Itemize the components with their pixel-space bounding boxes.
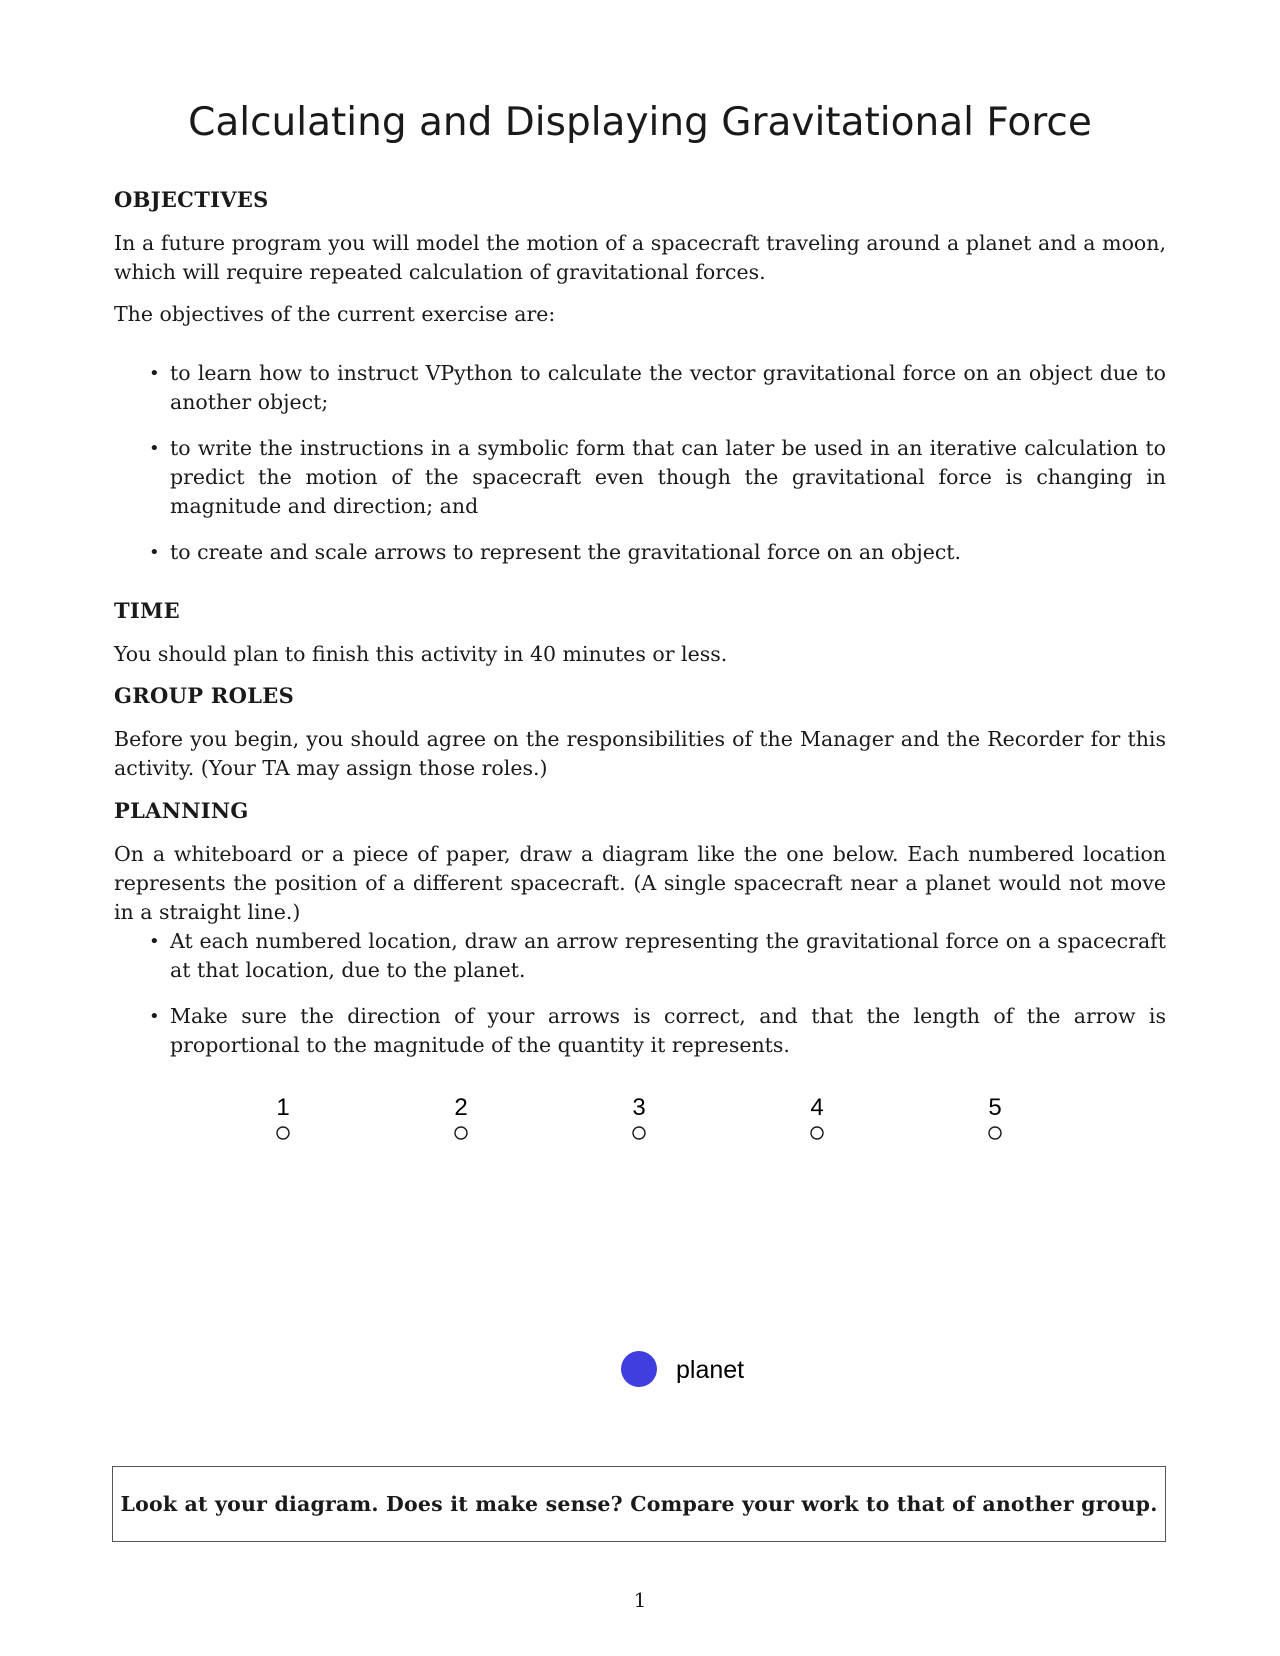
- bullet-icon: •: [149, 542, 160, 563]
- location-label-4: 4: [810, 1094, 824, 1121]
- list-item: • to write the instructions in a symbolic form that can later be used in an iterative calculation to predict the motion of the spacecraft even though the gravitational force is changing in magnitude and direction; and: [149, 436, 1166, 518]
- planet-label: planet: [676, 1356, 745, 1384]
- group-roles-heading: GROUP ROLES: [114, 683, 295, 708]
- planning-heading: PLANNING: [114, 798, 249, 823]
- location-label-5: 5: [988, 1094, 1002, 1121]
- objectives-paragraph-2: The objectives of the current exercise are:: [114, 302, 556, 326]
- location-label-2: 2: [454, 1094, 468, 1121]
- page-title: Calculating and Displaying Gravitational Force: [188, 100, 1092, 145]
- location-marker-4: [811, 1127, 823, 1139]
- bullet-icon: •: [149, 363, 160, 384]
- location-label-1: 1: [276, 1094, 290, 1121]
- bullet-icon: •: [149, 438, 160, 459]
- list-item: • to create and scale arrows to represent the gravitational force on an object.: [114, 538, 1166, 567]
- callout-box: Look at your diagram. Does it make sense? Compare your work to that of another group.: [112, 1466, 1166, 1542]
- planet-icon: [621, 1351, 657, 1387]
- list-item: • At each numbered location, draw an arrow representing the gravitational force on a spacecraft at that location, due to the planet.: [149, 929, 1166, 982]
- list-item: • to learn how to instruct VPython to calculate the vector gravitational force on an object due to another object;: [149, 361, 1166, 414]
- location-marker-2: [455, 1127, 467, 1139]
- time-paragraph: You should plan to finish this activity in 40 minutes or less.: [114, 642, 728, 666]
- group-roles-paragraph: Before you begin, you should agree on the responsibilities of the Manager and the Recorder for this activity. (Your TA may assign those roles.): [114, 727, 1166, 780]
- objectives-heading: OBJECTIVES: [114, 187, 269, 212]
- location-marker-3: [633, 1127, 645, 1139]
- bullet-icon: •: [149, 1006, 160, 1027]
- planning-paragraph: On a whiteboard or a piece of paper, draw a diagram like the one below. Each numbered location represents the position of a different spacecraft. (A single spacecraft near a planet would not move in a straight line.): [114, 842, 1166, 924]
- objectives-paragraph-1: In a future program you will model the motion of a spacecraft traveling around a planet and a moon, which will require repeated calculation of gravitational forces.: [114, 231, 1166, 284]
- page-number: 1: [633, 1588, 647, 1612]
- location-marker-1: [277, 1127, 289, 1139]
- location-marker-5: [989, 1127, 1001, 1139]
- time-heading: TIME: [114, 598, 180, 623]
- list-item: • Make sure the direction of your arrows is correct, and that the length of the arrow is proportional to the magnitude of the quantity it represents.: [149, 1004, 1166, 1057]
- bullet-icon: •: [149, 931, 160, 952]
- location-label-3: 3: [632, 1094, 646, 1121]
